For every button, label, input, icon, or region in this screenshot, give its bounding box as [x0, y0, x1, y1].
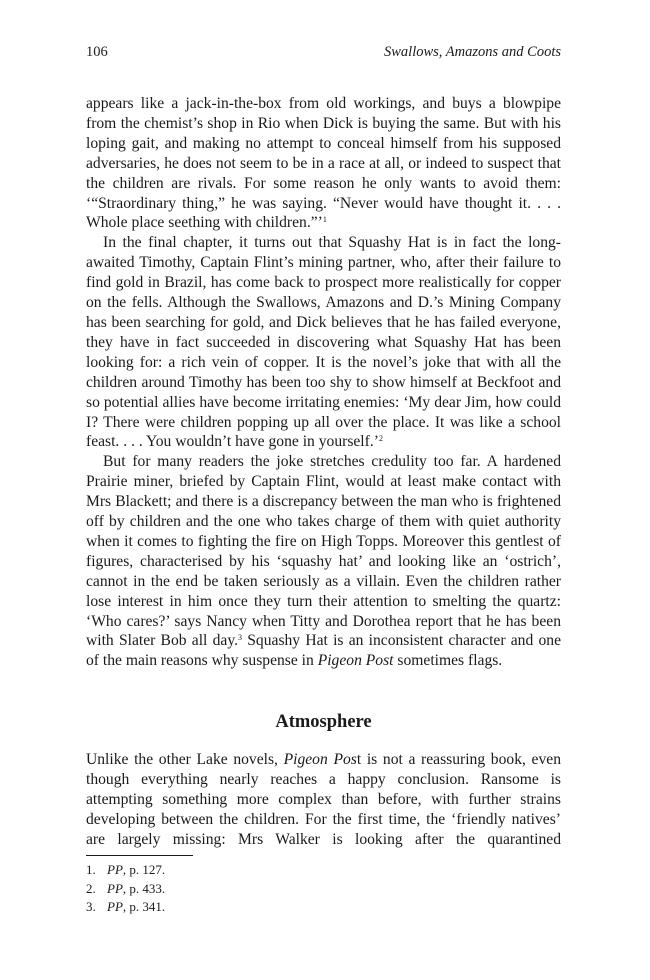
footnote-abbr: PP [107, 880, 123, 896]
section-paragraph-1 [86, 750, 561, 850]
paragraph-1 [86, 94, 561, 233]
section-body [86, 750, 561, 850]
paragraph-3-text-after: Squashy Hat is an inconsistent character and one of the main reasons why suspense in [86, 632, 562, 670]
footnote-abbr: PP [107, 899, 123, 914]
footnote-2 [86, 880, 561, 899]
footnotes [86, 861, 561, 917]
paragraph-3-text-end: sometimes flags. [393, 652, 503, 670]
footnote-ref: , p. 341. [122, 899, 166, 914]
page-header [86, 42, 561, 62]
paragraph-2 [86, 233, 561, 452]
footnote-number: 2. [86, 880, 96, 896]
footnote-number: 3. [86, 899, 96, 914]
book-title-italic: Pigeon Pos [283, 751, 357, 768]
footnote-ref: , p. 127. [122, 862, 166, 877]
footnote-marker-2: 2 [378, 434, 383, 444]
footnote-divider [86, 855, 193, 856]
footnote-1 [86, 861, 561, 880]
footnote-3 [86, 898, 561, 917]
section-paragraph-1-start: Unlike the other Lake novels, [86, 751, 284, 768]
paragraph-1-text: appears like a jack-in-the-box from old workings, and buys a blowpipe from the chemist’s shop in Rio when Dick is buying the same. But with his loping gait, and making no attempt to conceal himself from his supposed adversaries, he does not seem to be in a race at all, or indeed to suspect that the children are rivals. For some reason he only wants to avoid them: ‘“Straordinary thing,” he was saying. “Never would have thought it. . . . Whole place seething with children.”’ [86, 95, 561, 232]
footnote-abbr: PP [107, 862, 123, 877]
footnote-marker-1: 1 [322, 215, 327, 225]
body-text [86, 94, 561, 671]
section-heading: Atmosphere [275, 712, 372, 732]
footnote-number: 1. [86, 862, 96, 877]
footnote-ref: , p. 433. [122, 880, 166, 896]
paragraph-3 [86, 452, 561, 671]
book-title-italic: Pigeon Post [317, 652, 394, 670]
section-paragraph-1-rest: t is not a reassuring book, even though everything nearly reaches a happy conclusion. Ransome is attempting something more complex than before, with further strains developing between the children. For the first time, the ‘friendly natives’ are largely missing: Mrs Walker is looking after the quarantined [86, 751, 561, 848]
running-title: Swallows, Amazons and Coots [384, 44, 561, 60]
page-number: 106 [86, 44, 108, 60]
paragraph-3-text: But for many readers the joke stretches credulity too far. A hardened Prairie miner, briefed by Captain Flint, would at least make contact with Mrs Blackett; and there is a discrepancy between the man who is frightened off by children and the one who takes charge of them with quiet authority when it comes to fighting the fire on High Topps. Moreover this gentlest of figures, characterised by his ‘squashy hat’ and looking like an ‘ostrich’, cannot in the end be taken seriously as a villain. Even the children rather lose interest in him once they turn their attention to smelting the quartz: ‘Who cares?’ says Nancy when Titty and Dorothea report that he has been with Slater Bob all day. [86, 453, 561, 650]
paragraph-2-text: In the final chapter, it turns out that Squashy Hat is in fact the long-awaited Timothy, Captain Flint’s mining partner, who, after their failure to find gold in Brazil, has come back to prospect more realistically for copper on the fells. Although the Swallows, Amazons and D.’s Mining Company has been searching for gold, and Dick believes that he has failed everyone, they have in fact succeeded in discovering what Squashy Hat has been looking for: a rich vein of copper. It is the novel’s joke that with all the children around Timothy has been too shy to show himself at Beckfoot and so potential allies have become irritating enemies: ‘My dear Jim, how could I? There were children popping up all over the place. It was like a school feast. . . . You wouldn’t have gone in yourself.’ [86, 234, 561, 451]
footnote-marker-3: 3 [238, 633, 243, 643]
